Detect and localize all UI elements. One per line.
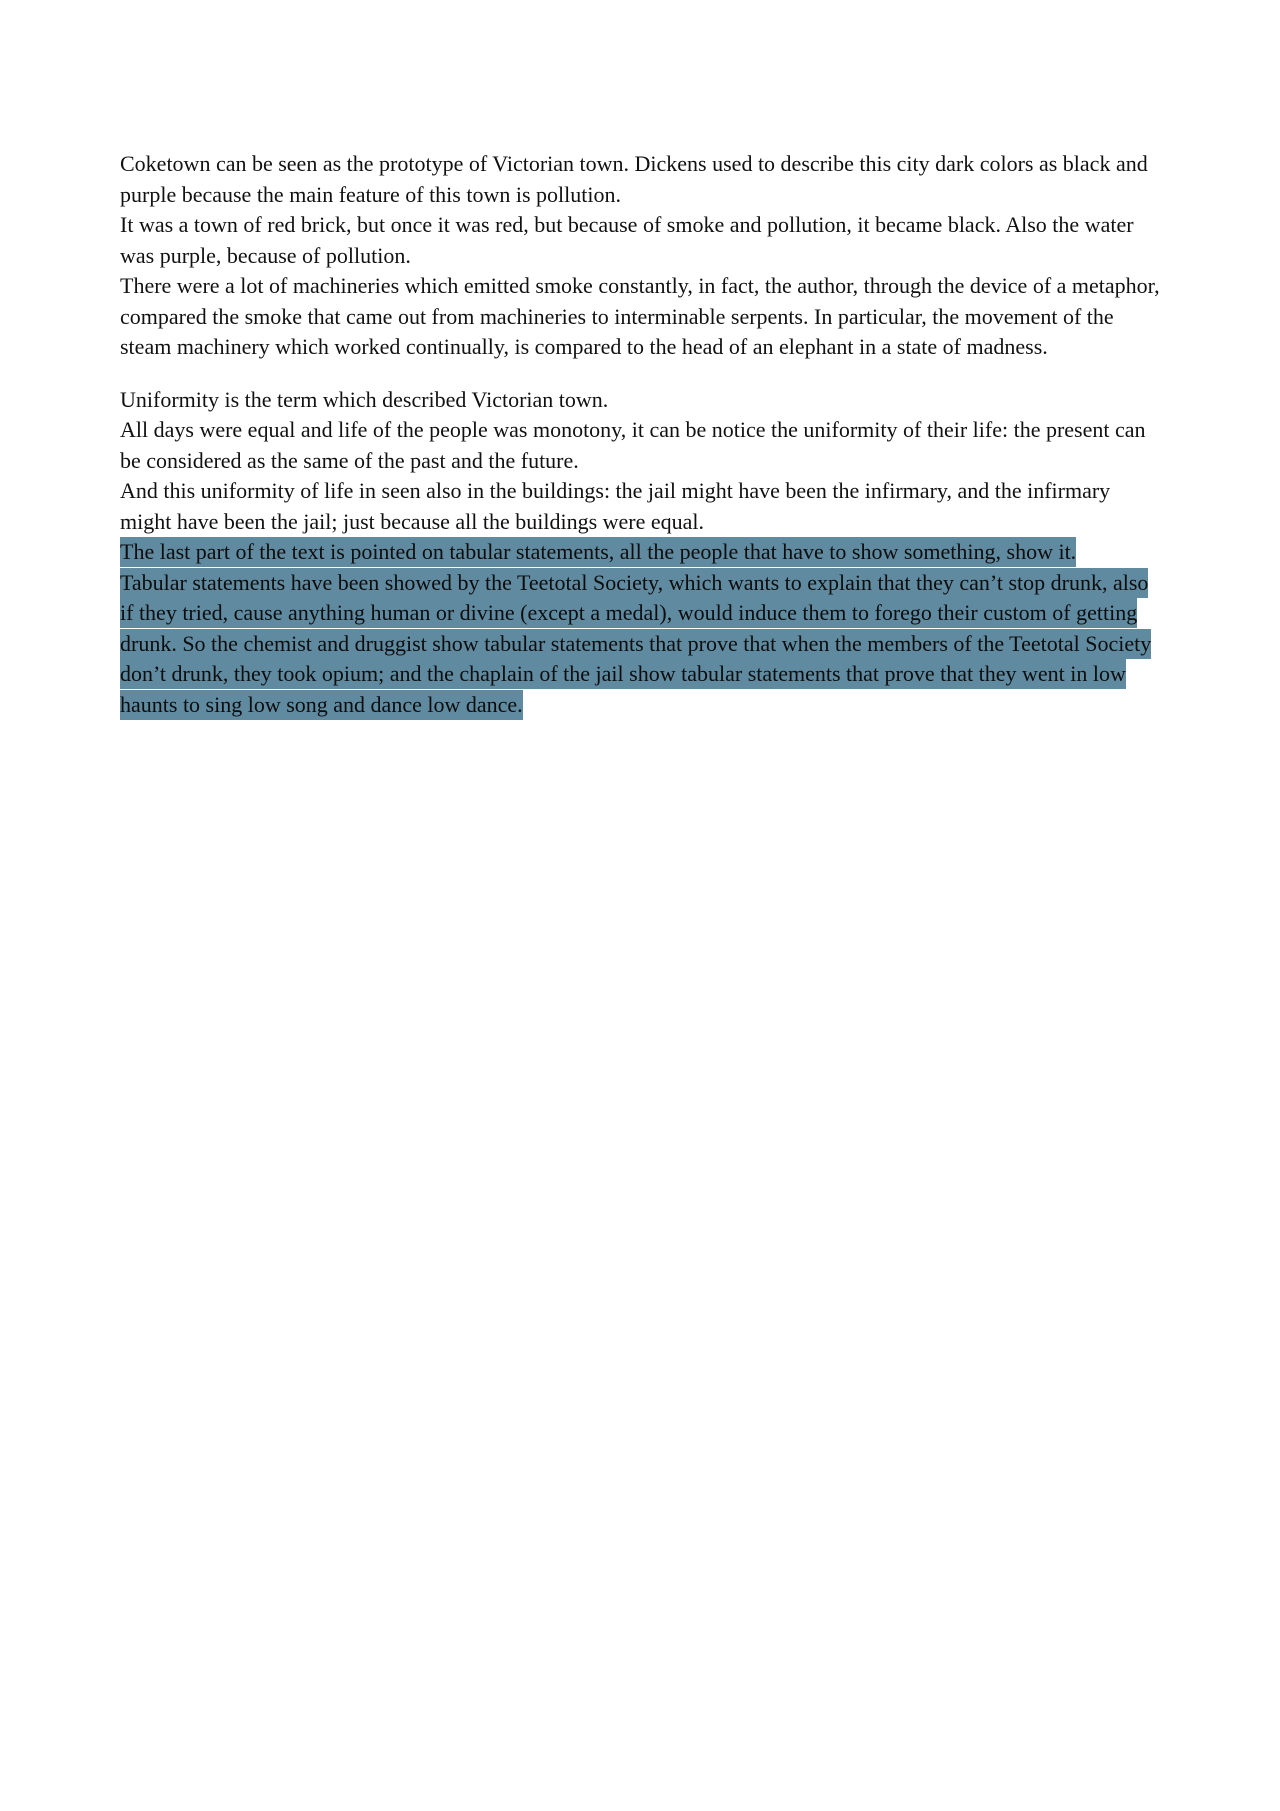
document-body (120, 149, 1165, 720)
section-uniformity (120, 385, 1165, 538)
section-coketown (120, 149, 1165, 363)
paragraph-machineries: There were a lot of machineries which emitted smoke constantly, in fact, the author, through the device of a metaphor, compared the smoke that came out from machineries to interminable serpents. In particular, the movement of the steam machinery which worked continually, is compared to the head of an elephant in a state of madness. (120, 273, 1160, 359)
highlighted-paragraph-teetotal[interactable]: Tabular statements have been showed by the Teetotal Society, which wants to explain that they can’t stop drunk, also if they tried, cause anything human or divine (except a medal), would induce them to forego their custom of getting drunk. So the chemist and druggist show tabular statements that prove that when the members of the Teetotal Society don’t drunk, they took opium; and the chaplain of the jail show tabular statements that prove that they went in low haunts to sing low song and dance low dance. (120, 568, 1151, 720)
paragraph-uniformity-term: Uniformity is the term which described Victorian town. (120, 386, 609, 412)
section-tabular-intro (120, 537, 1165, 568)
highlighted-paragraph-tabular-intro[interactable]: The last part of the text is pointed on tabular statements, all the people that have to show something, show it. (120, 537, 1076, 567)
paragraph-coketown-intro: Coketown can be seen as the prototype of Victorian town. Dickens used to describe this city dark colors as black and purple because the main feature of this town is pollution. (120, 151, 1148, 207)
section-teetotal (120, 568, 1165, 721)
paragraph-equal-days: All days were equal and life of the people was monotony, it can be notice the uniformity of their life: the present can be considered as the same of the past and the future. (120, 417, 1146, 473)
paragraph-red-brick: It was a town of red brick, but once it was red, but because of smoke and pollution, it became black. Also the water was purple, because of pollution. (120, 212, 1134, 268)
paragraph-buildings: And this uniformity of life in seen also in the buildings: the jail might have been the infirmary, and the infirmary might have been the jail; just because all the buildings were equal. (120, 478, 1111, 534)
